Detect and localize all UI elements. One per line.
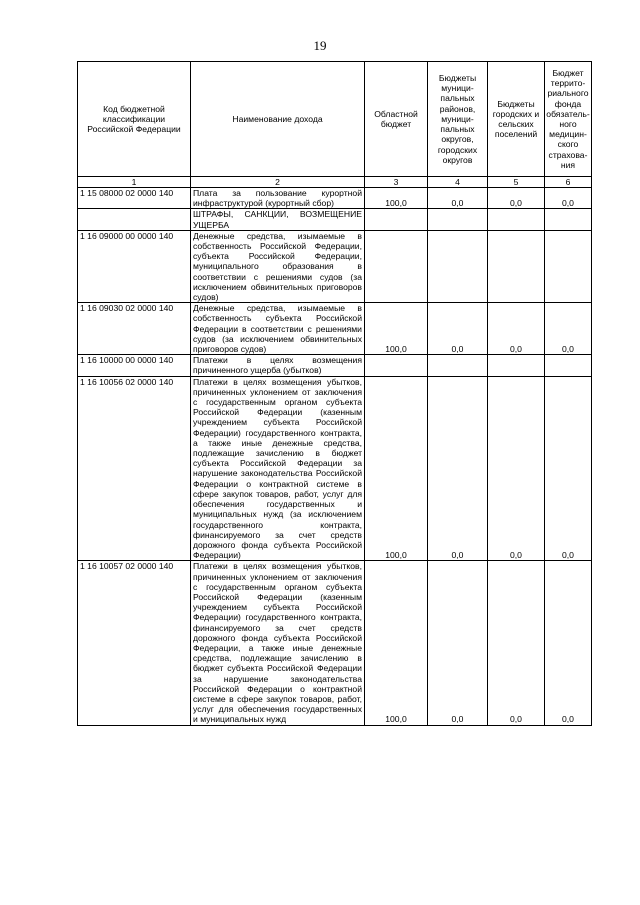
row-settlement-value [488, 230, 545, 302]
table-row [78, 303, 592, 355]
row-fund-value [545, 355, 592, 376]
row-settlement-value: 0,0 [488, 376, 545, 561]
revenue-table [77, 61, 592, 726]
column-number: 2 [191, 177, 365, 188]
row-settlement-value: 0,0 [488, 188, 545, 209]
row-regional-value: 100,0 [365, 376, 428, 561]
row-municipal-value [428, 209, 488, 230]
table-row [78, 188, 592, 209]
row-code: 1 15 08000 02 0000 140 [78, 188, 191, 209]
header-row [78, 62, 592, 177]
row-code: 1 16 09030 02 0000 140 [78, 303, 191, 355]
row-name: Платежи в целях возмещения убытков, причиненных уклонением от заключения с государственным органом субъекта Российской Федерации (казенным учреждением субъекта Российской Федерации) государственного контракта, финансируемого за счет средств дорожного фонда субъекта Российской Федерации, а также иные денежные средства, подлежащие зачислению в бюджет субъекта Российской Федерации за нарушение законодательства Российской Федерации о контрактной системе в сфере закупок товаров, работ, услуг для обеспечения государственных и муниципальных нужд [191, 561, 365, 725]
row-municipal-value: 0,0 [428, 188, 488, 209]
table-row [78, 230, 592, 302]
row-name: Плата за пользование курортной инфраструктурой (курортный сбор) [191, 188, 365, 209]
table-row [78, 561, 592, 725]
header-regional-budget: Областной бюджет [365, 62, 428, 177]
row-fund-value: 0,0 [545, 376, 592, 561]
row-municipal-value: 0,0 [428, 303, 488, 355]
row-name: ШТРАФЫ, САНКЦИИ, ВОЗМЕЩЕНИЕ УЩЕРБА [191, 209, 365, 230]
column-number: 4 [428, 177, 488, 188]
row-code: 1 16 10000 00 0000 140 [78, 355, 191, 376]
header-settlement-budgets: Бюджеты городских и сельских поселений [488, 62, 545, 177]
column-number: 3 [365, 177, 428, 188]
row-code: 1 16 10057 02 0000 140 [78, 561, 191, 725]
row-fund-value [545, 209, 592, 230]
row-municipal-value [428, 355, 488, 376]
row-settlement-value: 0,0 [488, 303, 545, 355]
column-number: 1 [78, 177, 191, 188]
column-number-row [78, 177, 592, 188]
header-medical-insurance-fund: Бюджет террито-риального фонда обязатель-ного медицин-ского страхова-ния [545, 62, 592, 177]
row-regional-value: 100,0 [365, 561, 428, 725]
header-municipal-budgets: Бюджеты муници-пальных районов, муници-пальных округов, городских округов [428, 62, 488, 177]
table-row [78, 376, 592, 561]
table-row [78, 209, 592, 230]
header-code: Код бюджетной классификации Российской Федерации [78, 62, 191, 177]
column-number: 5 [488, 177, 545, 188]
row-fund-value: 0,0 [545, 303, 592, 355]
row-regional-value: 100,0 [365, 188, 428, 209]
row-code [78, 209, 191, 230]
row-municipal-value [428, 230, 488, 302]
row-fund-value: 0,0 [545, 561, 592, 725]
row-settlement-value [488, 209, 545, 230]
row-regional-value [365, 209, 428, 230]
page-number: 19 [313, 38, 327, 53]
row-fund-value: 0,0 [545, 188, 592, 209]
row-settlement-value [488, 355, 545, 376]
row-name: Денежные средства, изымаемые в собственность субъекта Российской Федерации в соответствии с решениями судов (за исключением обвинительных приговоров судов) [191, 303, 365, 355]
row-settlement-value: 0,0 [488, 561, 545, 725]
row-code: 1 16 10056 02 0000 140 [78, 376, 191, 561]
row-code: 1 16 09000 00 0000 140 [78, 230, 191, 302]
column-number: 6 [545, 177, 592, 188]
header-name: Наименование дохода [191, 62, 365, 177]
table-row [78, 355, 592, 376]
row-regional-value [365, 230, 428, 302]
row-name: Платежи в целях возмещения причиненного ущерба (убытков) [191, 355, 365, 376]
row-municipal-value: 0,0 [428, 561, 488, 725]
row-municipal-value: 0,0 [428, 376, 488, 561]
row-regional-value: 100,0 [365, 303, 428, 355]
row-name: Платежи в целях возмещения убытков, причиненных уклонением от заключения с государственным органом субъекта Российской Федерации (казенным учреждением субъекта Российской Федерации) государственного контракта, а также иные денежные средства, подлежащие зачислению в бюджет субъекта Российской Федерации за нарушение законодательства Российской Федерации о контрактной системе в сфере закупок товаров, работ, услуг для обеспечения государственных и муниципальных нужд (за исключением государственного контракта, финансируемого за счет средств дорожного фонда субъекта Российской Федерации) [191, 376, 365, 561]
row-fund-value [545, 230, 592, 302]
row-name: Денежные средства, изымаемые в собственность Российской Федерации, субъекта Российской Федерации, муниципального образования в соответствии с решениями судов (за исключением обвинительных приговоров судов) [191, 230, 365, 302]
row-regional-value [365, 355, 428, 376]
